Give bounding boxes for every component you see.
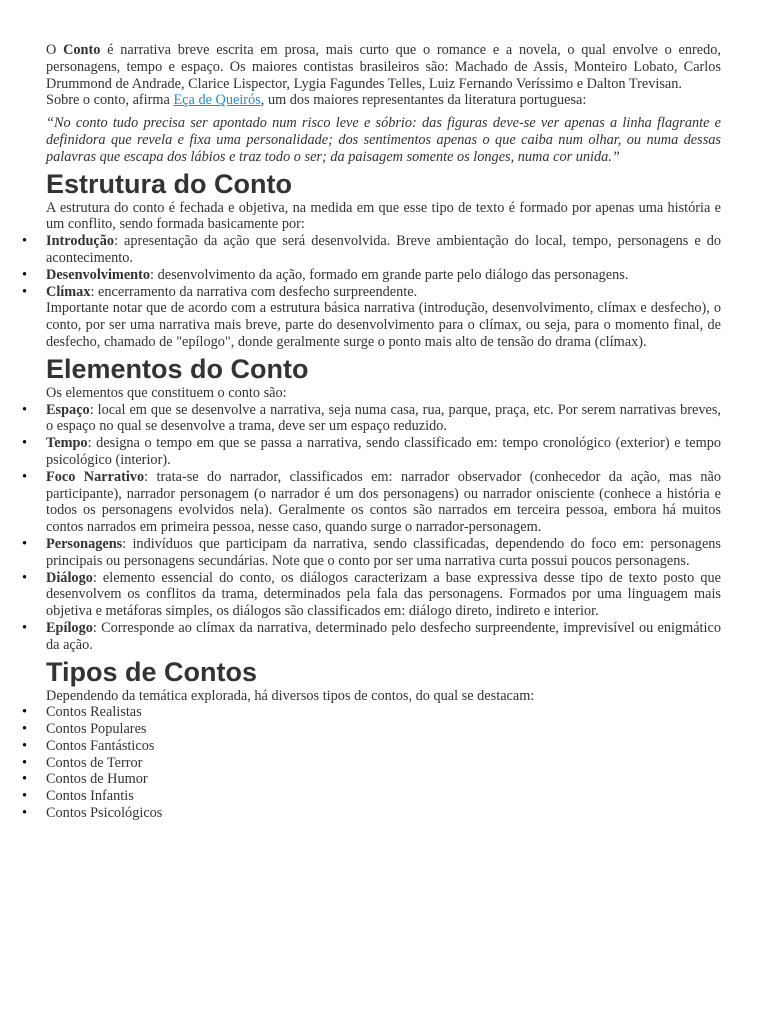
- author-start: Sobre o conto, afirma: [46, 92, 174, 109]
- intro-rest: é narrativa breve escrita em prosa, mais curto que o romance e a novela, o qual envolve o enredo, personagens, tempo e espaço. Os maiores contistas brasileiros são: Machado de Assis, Monteiro Lobato, Carlos Drummond de Andrade, Clarice Lispector, Lygia Fagundes Telles, Luiz Fernando Veríssimo e Dalton Trevisan.: [46, 42, 721, 92]
- item-text: : trata-se do narrador, classificados em: narrador observador (conhecedor da ação, mas não participante), narrador personagem (o narrador é um dos personagens) ou narrador onisciente (conhece a história e todos os personagens evolvidos nela). Geralmente os contos são narrados em terceira pessoa, embora há muitos contos narrados em primeira pessoa, nesse caso, quando surge o narrador-personagem.: [46, 468, 721, 536]
- item-term: Personagens: [46, 535, 123, 552]
- intro-paragraph: [46, 42, 721, 92]
- elementos-lead: Os elementos que constituem o conto são:: [46, 384, 287, 401]
- list-item: [46, 435, 721, 469]
- heading-elementos: Elementos do Conto: [46, 353, 309, 384]
- list-item: • Contos Fantásticos: [46, 738, 721, 755]
- list-item: • Contos de Terror: [46, 755, 721, 772]
- item-text: : designa o tempo em que se passa a narrativa, sendo classificado em: tempo cronológico (exterior) e tempo psicológico (interior).: [46, 435, 721, 468]
- item-text: : local em que se desenvolve a narrativa, seja numa casa, rua, parque, praça, etc. Por serem narrativas breves, o espaço no qual se desenvolve a trama, deve ser um espaço reduzido.: [46, 401, 721, 435]
- author-rest: , um dos maiores representantes da literatura portuguesa:: [260, 92, 587, 109]
- estrutura-lead: A estrutura do conto é fechada e objetiva, na medida em que esse tipo de texto é formado por apenas uma história e um conflito, sendo formada basicamente por:: [46, 199, 721, 233]
- estrutura-list: [46, 233, 721, 300]
- list-item: • Contos Infantis: [46, 788, 721, 805]
- tipos-lead: Dependendo da temática explorada, há diversos tipos de contos, do qual se destacam:: [46, 687, 535, 704]
- item-text: : apresentação da ação que será desenvolvida. Breve ambientação do local, tempo, personagens e do acontecimento.: [46, 233, 721, 266]
- intro-term: Conto: [63, 42, 101, 58]
- estrutura-after: Importante notar que de acordo com a estrutura básica narrativa (introdução, desenvolvimento, clímax e desfecho), o conto, por ser uma narrativa mais breve, parte do desenvolvimento para o clímax, ou seja, para o momento final, de desfecho, chamado de "epílogo", donde geralmente surge o ponto mais alto de tensão do drama (clímax).: [46, 300, 721, 350]
- item-text: : Corresponde ao clímax da narrativa, determinado pelo desfecho surpreendente, imprevisível ou enigmático da ação.: [46, 619, 721, 653]
- item-term: Espaço: [46, 401, 90, 418]
- item-term: Introdução: [46, 233, 115, 250]
- list-item: [46, 284, 721, 301]
- list-item: [46, 402, 721, 436]
- list-item: [46, 267, 721, 284]
- item-term: Desenvolvimento: [46, 266, 151, 283]
- item-term: Foco Narrativo: [46, 468, 145, 485]
- item-text: : elemento essencial do conto, os diálogos caracterizam a base expressiva desse tipo de texto posto que desenvolvem os conflitos da trama, determinados pela fala das personagens. Formados por uma linguagem mais objetiva e metáforas simples, os diálogos são classificados em: diálogo direto, indireto e interior.: [46, 569, 721, 620]
- item-term: Clímax: [46, 283, 91, 300]
- item-term: Diálogo: [46, 569, 93, 586]
- item-term: Epílogo: [46, 619, 93, 636]
- list-item: • Contos Psicológicos: [46, 805, 721, 822]
- item-term: Tempo: [46, 435, 88, 452]
- heading-tipos: Tipos de Contos: [46, 656, 258, 687]
- list-item: • Contos Realistas: [46, 704, 721, 721]
- tipos-list: [46, 704, 721, 822]
- list-item: • Contos de Humor: [46, 771, 721, 788]
- item-text: : desenvolvimento da ação, formado em grande parte pelo diálogo das personagens.: [150, 266, 629, 283]
- list-item: [46, 233, 721, 267]
- list-item: [46, 536, 721, 570]
- elementos-list: [46, 402, 721, 654]
- quote: “No conto tudo precisa ser apontado num risco leve e sóbrio: das figuras deve-se ver apenas a linha flagrante e definidora que revela e fixa uma personalidade; dos sentimentos apenas o que caiba num olhar, ou numa dessas palavras que escapa dos lábios e traz todo o ser; da paisagem somente os longes, numa cor unida.”: [46, 115, 721, 165]
- list-item: [46, 620, 721, 654]
- list-item: [46, 570, 721, 620]
- item-text: : indivíduos que participam da narrativa, sendo classificadas, dependendo do foco em: personagens principais ou personagens secundárias. Note que o conto por ser uma narrativa curta possui poucos personagens.: [46, 535, 721, 569]
- author-paragraph: [46, 92, 721, 109]
- list-item: • Contos Populares: [46, 721, 721, 738]
- list-item: [46, 469, 721, 536]
- article: [46, 42, 721, 822]
- intro-start: O: [46, 42, 64, 58]
- heading-estrutura: Estrutura do Conto: [46, 168, 292, 199]
- eca-de-queiros-link[interactable]: Eça de Queirós: [173, 92, 261, 109]
- item-text: : encerramento da narrativa com desfecho surpreendente.: [90, 283, 418, 300]
